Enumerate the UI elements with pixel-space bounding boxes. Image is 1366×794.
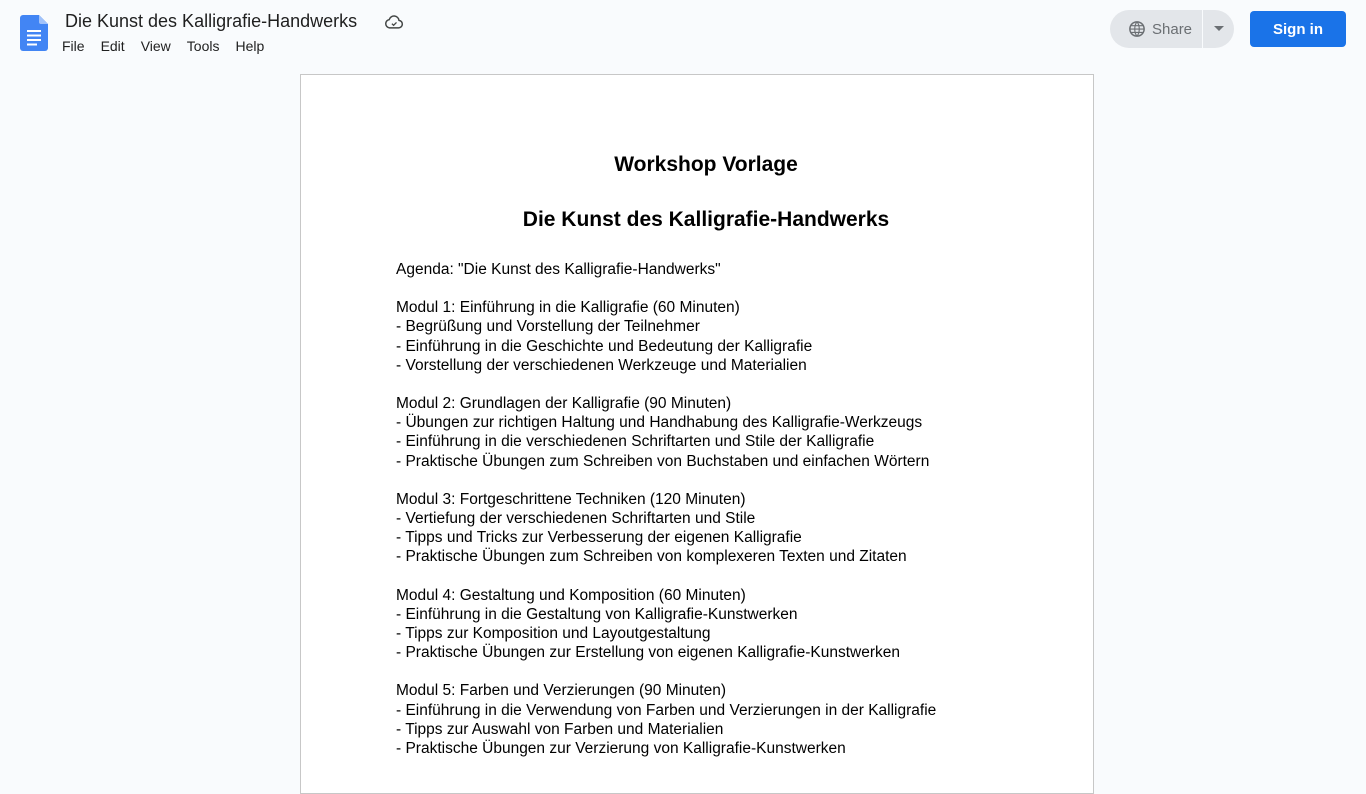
document-heading-1: Workshop Vorlage xyxy=(614,153,798,176)
module-item: - Praktische Übungen zur Verzierung von Kalligrafie-Kunstwerken xyxy=(396,740,846,758)
dropdown-arrow-icon xyxy=(1214,26,1224,32)
module-item: - Vorstellung der verschiedenen Werkzeuge und Materialien xyxy=(396,356,807,374)
menu-tools[interactable]: Tools xyxy=(186,38,220,54)
app-header xyxy=(0,0,1366,66)
share-label: Share xyxy=(1152,20,1193,38)
module-item: - Vertiefung der verschiedenen Schriftarten und Stile xyxy=(396,510,756,528)
module-title: Modul 5: Farben und Verzierungen (90 Minuten) xyxy=(396,682,727,700)
document-body xyxy=(396,260,1016,758)
agenda-line: Agenda: "Die Kunst des Kalligrafie-Handwerks" xyxy=(396,261,721,278)
menu-view[interactable]: View xyxy=(140,38,171,54)
cloud-icon[interactable] xyxy=(384,12,404,32)
module-item: - Tipps zur Auswahl von Farben und Materialien xyxy=(396,720,724,738)
module-item: - Praktische Übungen zum Schreiben von Buchstaben und einfachen Wörtern xyxy=(396,452,930,470)
module-item: - Einführung in die Verwendung von Farben und Verzierungen in der Kalligrafie xyxy=(396,701,937,719)
module-item: - Praktische Übungen zum Schreiben von komplexeren Texten und Zitaten xyxy=(396,548,907,566)
module-title: Modul 4: Gestaltung und Komposition (60 Minuten) xyxy=(396,586,746,604)
share-button[interactable] xyxy=(1110,10,1202,48)
share-button-group xyxy=(1110,10,1234,48)
module-title: Modul 2: Grundlagen der Kalligrafie (90 Minuten) xyxy=(396,395,732,413)
document-heading-2: Die Kunst des Kalligrafie-Handwerks xyxy=(522,208,890,231)
document-title[interactable]: Die Kunst des Kalligrafie-Handwerks xyxy=(65,11,358,31)
globe-icon xyxy=(1128,20,1146,38)
module-title: Modul 3: Fortgeschrittene Techniken (120 Minuten) xyxy=(396,490,746,508)
share-dropdown-button[interactable] xyxy=(1203,10,1234,48)
menu-bar xyxy=(54,36,272,56)
module-item: - Tipps und Tricks zur Verbesserung der eigenen Kalligrafie xyxy=(396,529,802,547)
menu-help[interactable]: Help xyxy=(235,38,265,54)
module-item: - Übungen zur richtigen Haltung und Handhabung des Kalligrafie-Werkzeugs xyxy=(396,414,923,432)
module-item: - Praktische Übungen zur Erstellung von eigenen Kalligrafie-Kunstwerken xyxy=(396,644,901,662)
menu-file[interactable]: File xyxy=(62,38,85,54)
module-title: Modul 1: Einführung in die Kalligrafie (60 Minuten) xyxy=(396,299,740,317)
menu-edit[interactable]: Edit xyxy=(100,38,125,54)
document-page[interactable] xyxy=(300,74,1094,794)
module-item: - Tipps zur Komposition und Layoutgestaltung xyxy=(396,625,711,643)
sign-in-button[interactable]: Sign in xyxy=(1250,11,1346,47)
module-item: - Einführung in die Geschichte und Bedeutung der Kalligrafie xyxy=(396,337,813,355)
module-item: - Einführung in die verschiedenen Schriftarten und Stile der Kalligrafie xyxy=(396,433,875,451)
module-item: - Begrüßung und Vorstellung der Teilnehmer xyxy=(396,318,700,336)
docs-logo-icon[interactable] xyxy=(20,15,48,51)
module-item: - Einführung in die Gestaltung von Kalligrafie-Kunstwerken xyxy=(396,605,798,623)
